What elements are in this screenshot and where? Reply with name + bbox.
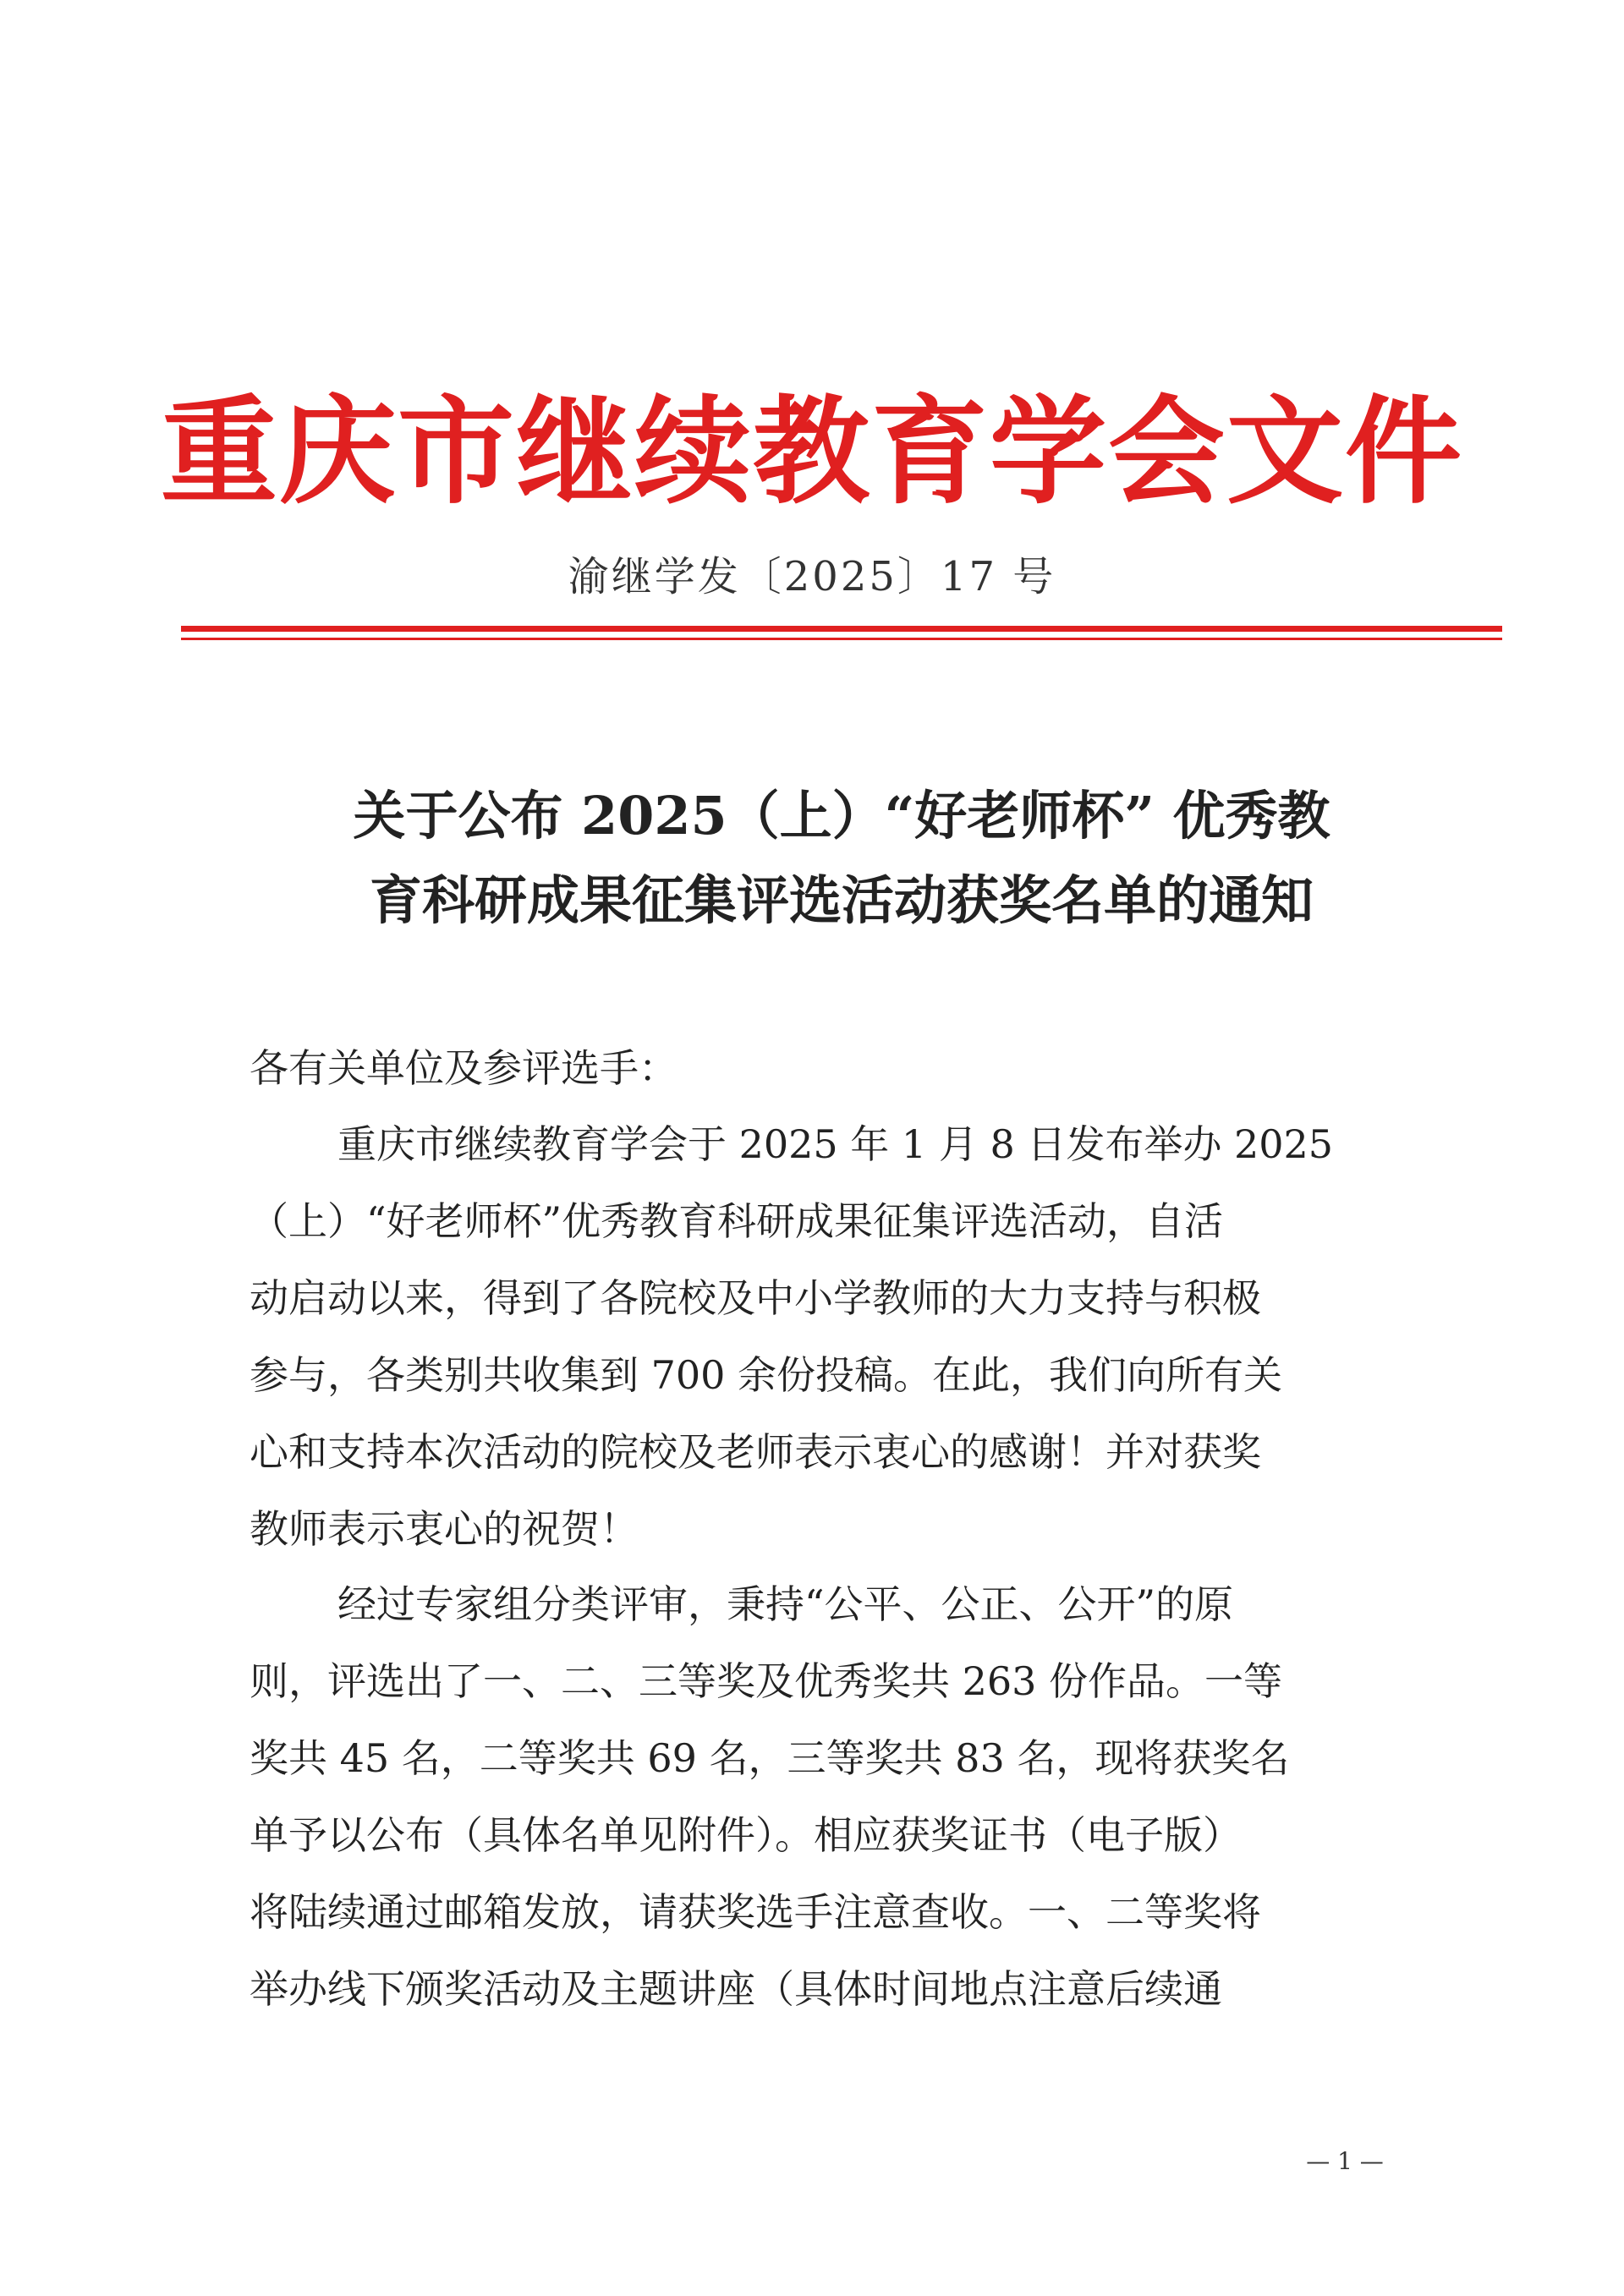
- paragraph-line: 则，评选出了一、二、三等奖及优秀奖共 263 份作品。一等: [250, 1658, 1283, 1704]
- paragraph-line: 举办线下颁奖活动及主题讲座（具体时间地点注意后续通: [250, 1966, 1222, 2012]
- notice-title-line: 育科研成果征集评选活动获奖名单的通知: [369, 869, 1314, 931]
- paragraph-line: 奖共 45 名，二等奖共 69 名，三等奖共 83 名，现将获奖名: [250, 1735, 1290, 1781]
- paragraph-1: [250, 1106, 1374, 1568]
- paragraph-line: 经过专家组分类评审，秉持“公平、公正、公开”的原: [337, 1581, 1234, 1627]
- document-number: 渝继学发〔2025〕17 号: [568, 553, 1056, 600]
- paragraph-line: 动启动以来，得到了各院校及中小学教师的大力支持与积极: [250, 1275, 1261, 1321]
- page-number: — 1 —: [1306, 2147, 1384, 2175]
- paragraph-line: 将陆续通过邮箱发放，请获奖选手注意查收。一、二等奖将: [250, 1889, 1261, 1935]
- paragraph-line: 心和支持本次活动的院校及老师表示衷心的感谢！并对获奖: [250, 1429, 1261, 1475]
- paragraph-line: 单予以公布（具体名单见附件）。相应获奖证书（电子版）: [250, 1812, 1242, 1858]
- notice-title-line: 关于公布 2025（上）“好老师杯” 优秀教: [353, 785, 1330, 847]
- paragraph-2: [250, 1566, 1374, 2028]
- paragraph-line: （上）“好老师杯”优秀教育科研成果征集评选活动，自活: [250, 1198, 1224, 1244]
- paragraph-line: 教师表示衷心的祝贺！: [250, 1506, 639, 1552]
- header-divider-thick: [181, 626, 1502, 632]
- paragraph-line: 重庆市继续教育学会于 2025 年 1 月 8 日发布举办 2025: [337, 1121, 1334, 1167]
- header-divider-thin: [181, 638, 1502, 640]
- paragraph-line: 参与，各类别共收集到 700 余份投稿。在此，我们向所有关: [250, 1352, 1283, 1398]
- notice-title: [181, 774, 1502, 943]
- salutation: 各有关单位及参评选手：: [250, 1045, 678, 1091]
- org-header-title: 重庆市继续教育学会文件: [160, 384, 1463, 520]
